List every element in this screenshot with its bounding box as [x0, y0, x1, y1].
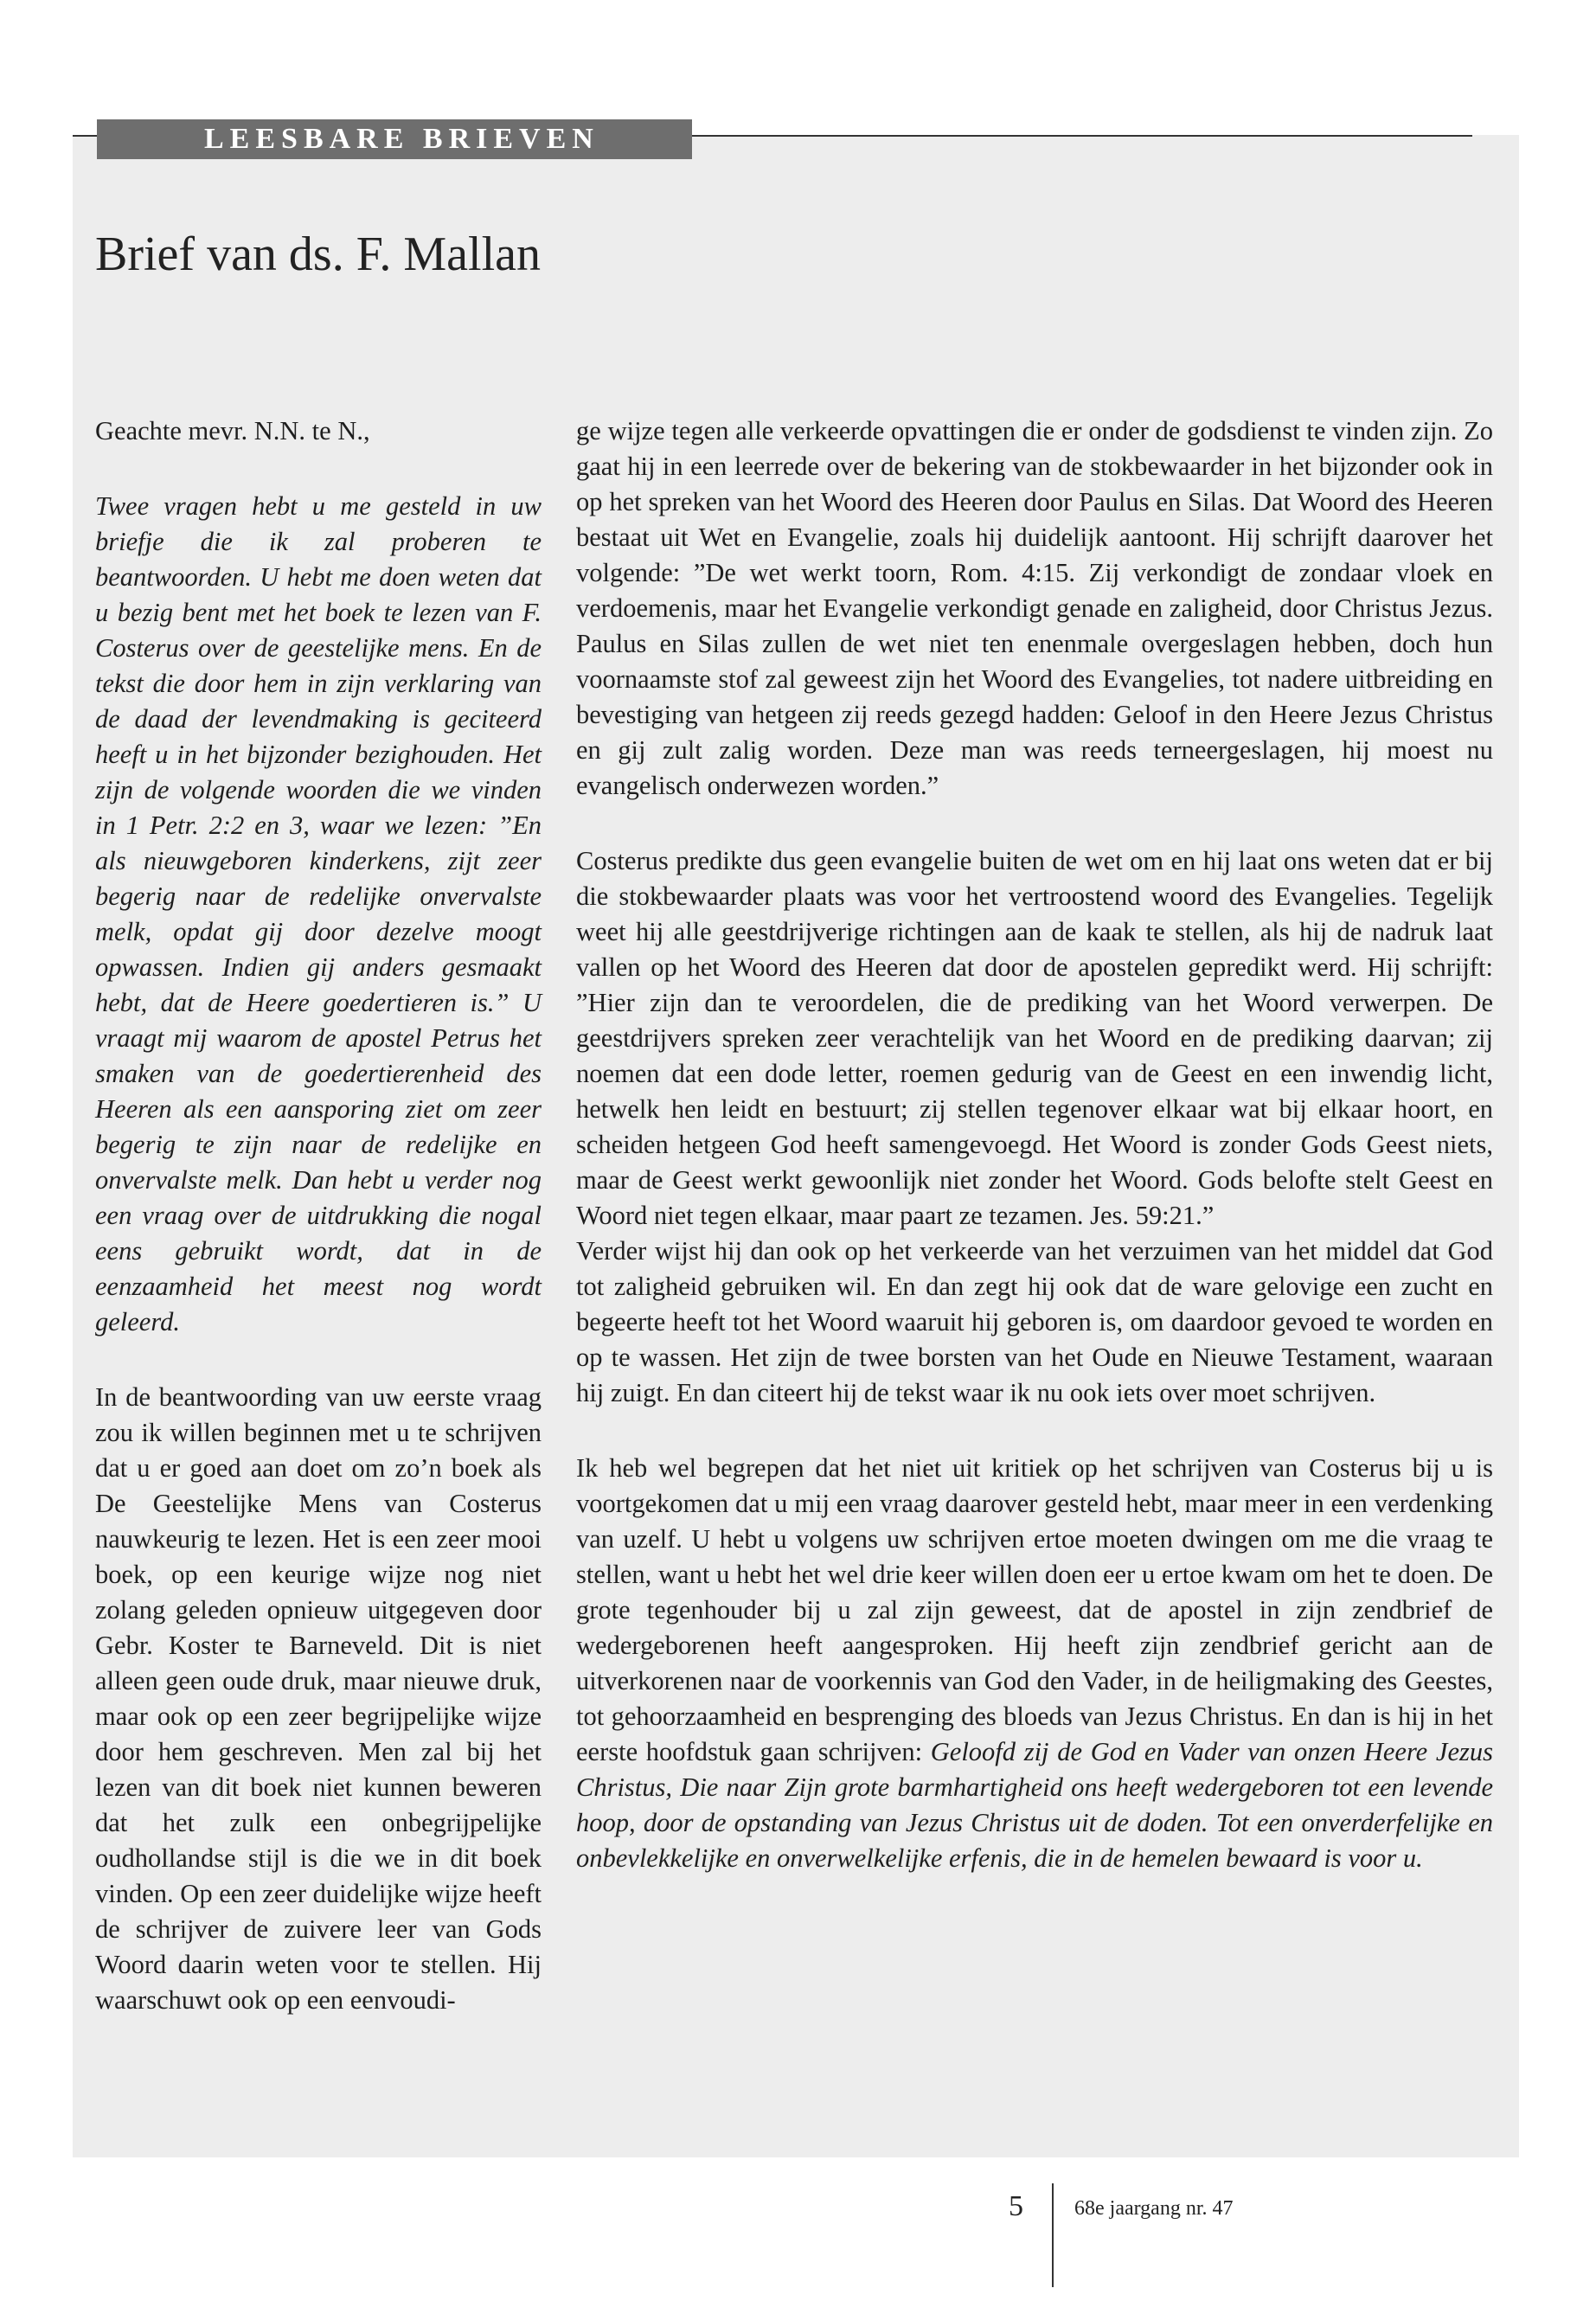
answer-paragraph: In de beantwoording van uw eerste vraag zou ik willen beginnen met u te schrijven dat u er goed aan doet om zo’n boek als De Geestelijke Mens van Costerus nauwkeurig te lezen. Het is een zeer mooi boek, op een keurige wijze nog niet zolang geleden opnieuw uitgegeven door Gebr. Koster te Barneveld. Dit is niet alleen geen oude druk, maar nieuwe druk, maar ook op een zeer begrijpelijke wijze door hem geschreven. Men zal bij het lezen van dit boek niet kunnen beweren dat het zulk een onbegrijpelijke oudhollandse stijl is die we in dit boek vinden. Op een zeer duidelijke wijze heeft de schrijver de zuivere leer van Gods Woord daarin weten voor te stellen. Hij waarschuwt ook op een eenvoudi- [95, 1382, 542, 2015]
question-paragraph: Twee vragen hebt u me gesteld in uw briefje die ik zal proberen te beantwoorden. U hebt me doen weten dat u bezig bent met het boek te lezen van F. Costerus over de geestelijke mens. En de tekst die door hem in zijn verklaring van de daad der levendmaking is geciteerd heeft u in het bijzonder bezighouden. Het zijn de volgende woorden die we vinden in 1 Petr. 2:2 en 3, waar we lezen: ”En als nieuwgeboren kinderkens, zijt zeer begerig naar de redelijke onvervalste melk, opdat gij door dezelve moogt opwassen. Indien gij anders gesmaakt hebt, dat de Heere goedertieren is.” U vraagt mij waarom de apostel Petrus het smaken van de goedertierenheid des Heeren als een aansporing ziet om zeer begerig te zijn naar de redelijke en onvervalste melk. Dan hebt u verder nog een vraag over de uitdrukking die nogal eens gebruikt wordt, dat in de eenzaamheid het meest nog wordt geleerd. [95, 491, 542, 1336]
paragraph-4-quote: Geloofd zij de God en Vader van onzen Heere Jezus Christus, Die naar Zijn grote barmhartigheid ons heeft wedergeboren tot een levende hoop, door de opstanding van Jezus Christus uit de doden. Tot een onverderfelijke en onbevlekkelijke en onverwelkelijke erfenis, die in de hemelen bewaard is voor u. [576, 1737, 1493, 1873]
header-rule-right [692, 135, 1472, 137]
salutation: Geachte mevr. N.N. te N., [95, 416, 370, 445]
footer-divider [1052, 2183, 1054, 2287]
paragraph-3: Verder wijst hij dan ook op het verkeerde van het verzuimen van het middel dat God tot zaligheid gebruiken wil. En dan zegt hij ook dat de ware gelovige een zucht en begeerte heeft tot het Woord waaruit hij geboren is, om daardoor gevoed te worden en op te wassen. Het zijn de twee borsten van het Oude en Nieuwe Testament, waaraan hij zuigt. En dan citeert hij de tekst waar ik nu ook iets over moet schrijven. [576, 1236, 1493, 1407]
paragraph-4 [576, 1451, 1493, 1876]
paragraph-2: Costerus predikte dus geen evangelie buiten de wet om en hij laat ons weten dat er bij die stokbewaarder plaats was voor het vertroostend woord des Evangelies. Tegelijk weet hij alle geestdrijverige richtingen aan de kaak te stellen, als hij de nadruk laat vallen op het Woord des Heeren dat door de apostelen gepredikt werd. Hij schrijft: ”Hier zijn dan te veroordelen, die de prediking van het Woord verwerpen. De geestdrijvers spreken zeer verachtelijk van het Woord en de prediking daarvan; zij noemen dat een dode letter, roemen gedurig van de Geest en een inwendig licht, hetwelk hen leidt en bestuurt; zij stellen tegenover elkaar wat bij elkaar hoort, en scheiden hetgeen God heeft samengevoegd. Het Woord is zonder Gods Geest niets, maar de Geest werkt gewoonlijk niet zonder het Woord. Gods belofte stelt Geest en Woord niet tegen elkaar, maar paart ze tezamen. Jes. 59:21.” [576, 846, 1493, 1230]
paragraph-4-text: Ik heb wel begrepen dat het niet uit kritiek op het schrijven van Costerus bij u is voortgekomen dat u mij een vraag daarover gesteld hebt, maar meer in een verdenking van uzelf. U hebt u volgens uw schrijven ertoe moeten dwingen om me die vraag te stellen, want u hebt het wel drie keer willen doen eer u ertoe kwam om het te doen. De grote tegenhouder bij u zal zijn geweest, dat de apostel in zijn zendbrief de wedergeborenen heeft aangesproken. Hij heeft zijn zendbrief gericht aan de uitverkorenen naar de voorkennis van God den Vader, in de heiligmaking des Geestes, tot gehoorzaamheid en besprenging des bloeds van Jezus Christus. En dan is hij in het eerste hoofdstuk gaan schrijven: [576, 1453, 1493, 1766]
page-number: 5 [1009, 2190, 1023, 2222]
left-column [95, 413, 542, 2018]
section-label: LEESBARE BRIEVEN [97, 119, 692, 159]
paragraph-1: ge wijze tegen alle verkeerde opvattingen die er onder de godsdienst te vinden zijn. Zo gaat hij in een leerrede over de bekering van de stokbewaarder in het bijzonder ook in op het spreken van het Woord des Heeren door Paulus en Silas. Dat Woord des Heeren bestaat uit Wet en Evangelie, zoals hij duidelijk aantoont. Hij schrijft daarover het volgende: ”De wet werkt toorn, Rom. 4:15. Zij verkondigt de zondaar vloek en verdoemenis, maar het Evangelie verkondigt genade en zaligheid, door Christus Jezus. Paulus en Silas zullen de wet niet ten enenmale overgeslagen hebben, doch hun voornaamste stof zal geweest zijn het Woord des Evangelies, tot nadere uitbreiding en bevestiging van hetgeen zij reeds gezegd hadden: Geloof in den Heere Jezus Christus en gij zult zalig worden. Deze man was reeds terneergeslagen, hij moest nu evangelisch onderwezen worden.” [576, 416, 1493, 800]
right-column [576, 413, 1493, 1876]
article-title: Brief van ds. F. Mallan [95, 228, 541, 281]
header-rule-left [73, 135, 97, 137]
issue-label: 68e jaargang nr. 47 [1074, 2197, 1234, 2220]
